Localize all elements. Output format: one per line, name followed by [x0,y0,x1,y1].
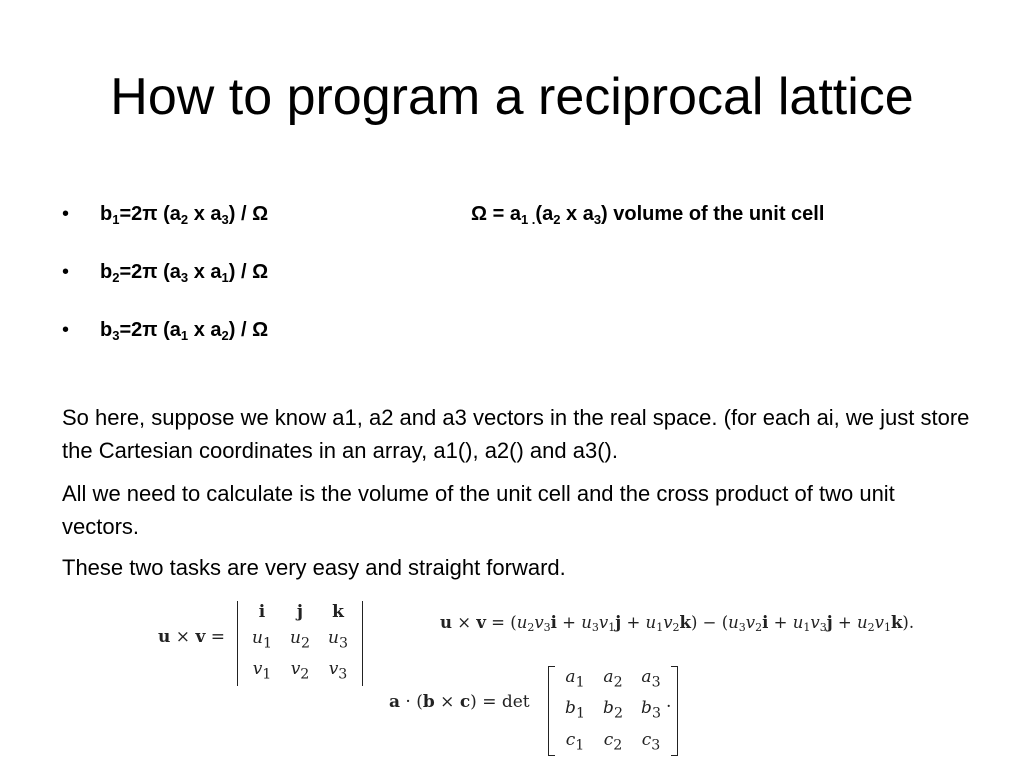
eq-text: x a [188,203,222,225]
eq-subscript: 1 [112,212,120,227]
omega-subscript: 2 [553,212,561,227]
matrix-cell: $c_2$ [603,729,623,754]
eq-subscript: 2 [180,212,189,227]
det-cell: $u_1$ [252,628,272,652]
slide-title: How to program a reciprocal lattice [110,68,914,126]
bracket-right [671,666,678,756]
cross-product-expanded: $u \times v = (u_2v_3i + u_3v_1j + u_1v_2k) - (u_3v_2i + u_1v_3j + u_2v_1k)$. [440,613,915,634]
det-cell: k [332,602,344,622]
eq-text: ) / Ω [228,261,269,283]
det-left-bar [237,601,238,686]
det-cell: j [296,602,304,622]
det-cell: $u_3$ [328,628,348,652]
eq-text: x a [188,319,222,341]
eq-symbol: b [100,203,113,225]
omega-text: Ω = a [471,203,521,225]
omega-definition [471,200,824,228]
eq-subscript: 2 [221,328,229,343]
det-cell: $v_2$ [290,659,310,683]
eq-text: =2π (a [119,203,181,225]
bullet-equation [100,261,268,283]
eq-symbol: b [100,319,113,341]
bullet-marker: • [62,203,70,225]
bullet-equation [100,319,268,341]
paragraph-known-vectors: So here, suppose we know a1, a2 and a3 vectors in the real space. (for each ai, we just store the Cartesian coordinates in an array, a1(), a2() and a3(). [62,405,970,463]
matrix-cell: $a_3$ [641,667,661,691]
bullet-equation [100,203,268,225]
matrix-cell: $a_1$ [565,667,585,691]
eq-subscript: 3 [112,328,120,343]
omega-text: (a [535,203,554,225]
eq-subscript: 1 [180,328,189,343]
bullet-b1 [62,200,268,228]
bullet-marker: • [62,261,70,283]
eq-subscript: 1 [221,270,229,285]
eq-subscript: 3 [180,270,189,285]
omega-subscript: 3 [593,212,602,227]
matrix-cell: $c_1$ [565,729,585,754]
eq-text: ) / Ω [228,203,269,225]
det-cell: $u_2$ [290,628,310,652]
triple-product-lhs: a · (b × c) = det [389,692,530,712]
eq-text: =2π (a [119,319,181,341]
omega-text: ) volume of the unit cell [601,203,825,225]
matrix-cell: $a_2$ [603,667,623,691]
paragraph-easy-tasks: These two tasks are very easy and straight forward. [62,555,566,580]
triple-product-period: . [666,692,672,712]
bullet-marker: • [62,319,70,341]
eq-subscript: 3 [221,212,229,227]
eq-subscript: 2 [112,270,120,285]
det-matrix [237,601,363,686]
bracket-left [548,666,555,756]
bullet-b3 [62,316,268,344]
eq-text: =2π (a [119,261,181,283]
matrix-cell: $b_3$ [641,698,661,722]
omega-text: x a [560,203,594,225]
triple-matrix [548,666,678,756]
det-cell: i [258,602,266,622]
bullet-b2 [62,258,268,286]
det-cell: $v_1$ [252,659,272,683]
matrix-cell: $b_2$ [603,698,623,722]
matrix-cell: $b_1$ [565,698,585,722]
det-right-bar [362,601,363,686]
cross-product-lhs: u × v = [158,627,225,647]
omega-subscript: 1 . [520,212,536,227]
triple-product-matrix [548,666,678,756]
det-cell: $v_3$ [328,659,348,683]
cross-product-determinant [237,601,363,686]
eq-symbol: b [100,261,113,283]
matrix-cell: $c_3$ [641,729,661,754]
eq-text: x a [188,261,222,283]
eq-text: ) / Ω [228,319,269,341]
paragraph-volume-cross: All we need to calculate is the volume of the unit cell and the cross product of two unit vectors. [62,481,895,539]
